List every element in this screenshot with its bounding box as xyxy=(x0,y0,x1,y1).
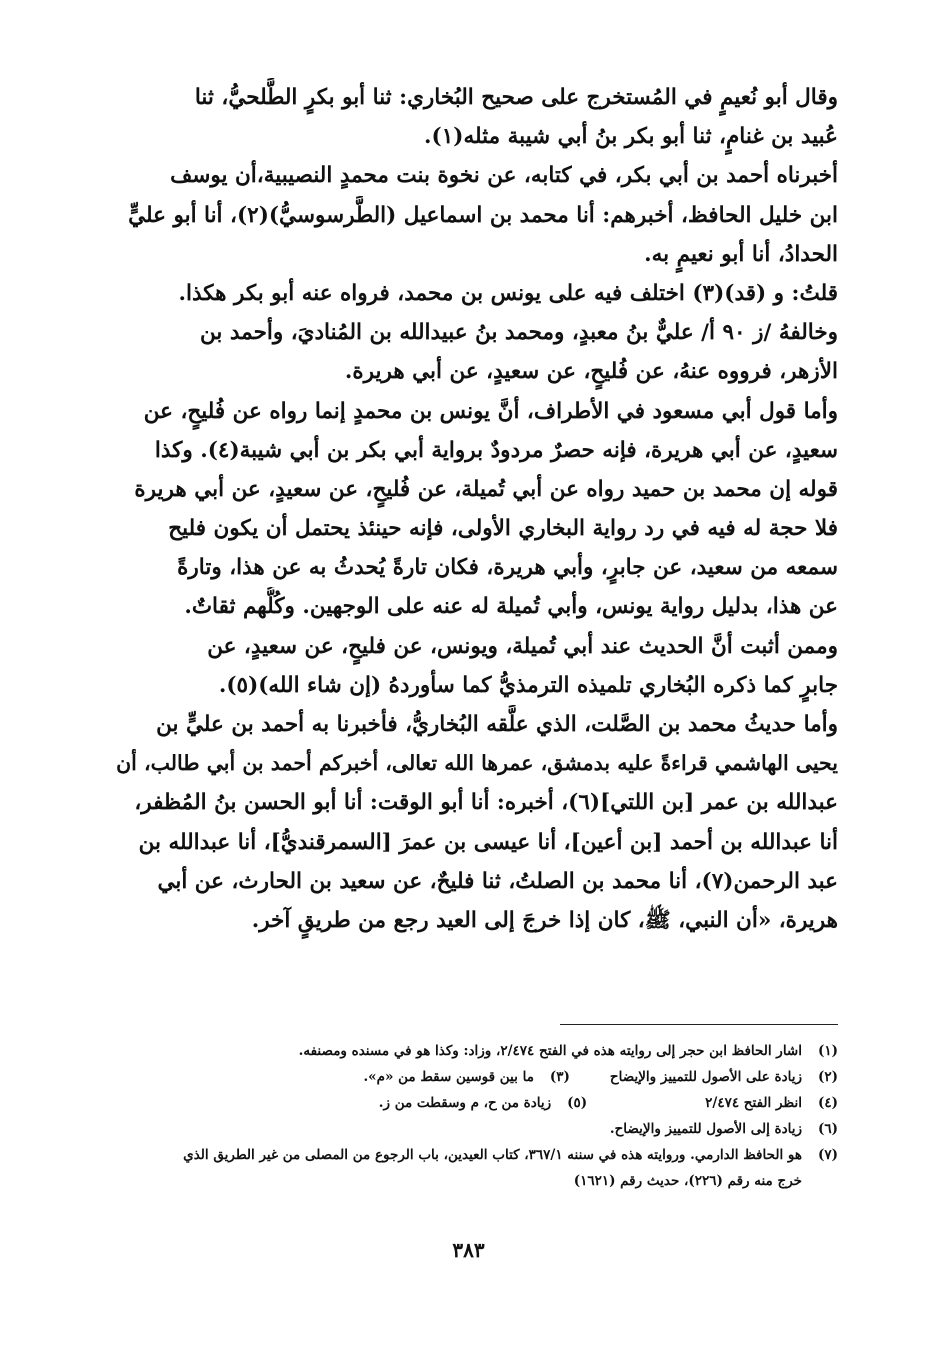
text-line: جابرٍ كما ذكره البُخاري تلميذه الترمذيُّ كما سأوردهُ (إن شاء الله)(٥). xyxy=(218,672,838,698)
text-line: سعيدٍ، عن أبي هريرة، فإنه حصرٌ مردودٌ برواية أبي بكر بن أبي شيبة(٤). وكذا xyxy=(154,437,838,463)
footnote-text: اشار الحافظ ابن حجر إلى روايته هذه في الفتح ٢/٤٧٤، وزاد: وكذا هو في مسنده ومصنفه. xyxy=(298,1043,802,1059)
footnote-number: (٦) xyxy=(817,1121,838,1137)
footnote-separator xyxy=(560,1024,838,1025)
footnote-text: هو الحافظ الدارمي. وروايته هذه في سننه ٣٦٧/١، كتاب العيدين، باب الرجوع من المصلى من غير الطريق الذي xyxy=(183,1147,802,1163)
text-line: الحدادُ، أنا أبو نعيمٍ به. xyxy=(644,241,838,267)
text-line: أخبرناه أحمد بن أبي بكر، في كتابه، عن نخوة بنت محمدٍ النصيبية،أن يوسف xyxy=(170,163,838,189)
footnotes xyxy=(100,1038,838,1194)
text-line: هريرة، «أن النبي، ﷺ، كان إذا خرجَ إلى العيد رجع من طريقٍ آخر. xyxy=(251,907,838,933)
footnote-number: (٢) xyxy=(817,1069,838,1085)
footnote-number: (٣) xyxy=(549,1069,570,1085)
main-text-body xyxy=(100,78,838,940)
footnote-7-continuation: خرج منه رقم (٢٢٦)، حديث رقم (١٦٢١) xyxy=(573,1173,802,1189)
text-line: أنا عبدالله بن أحمد [بن أعين]، أنا عيسى بن عمرَ [السمرقنديُّ]، أنا عبدالله بن xyxy=(138,829,838,855)
text-line: عبدالله بن عمر [بن اللتي](٦)، أخبره: أنا أبو الوقت: أنا أبو الحسن بنُ المُظفر، xyxy=(134,790,838,816)
footnote-1 xyxy=(100,1038,838,1064)
text-line: الأزهر، فرووه عنهُ، عن فُليحٍ، عن سعيدٍ، عن أبي هريرة. xyxy=(344,359,838,385)
text-line: ابن خليل الحافظ، أخبرهم: أنا محمد بن اسماعيل (الطَّرسوسيُّ)(٢)، أنا أبو عليٍّ xyxy=(128,202,838,228)
text-line: عُبيد بن غنامٍ، ثنا أبو بكر بنُ أبي شيبة مثله(١). xyxy=(424,124,838,150)
footnote-row-2-3 xyxy=(100,1064,838,1090)
footnote-number: (١) xyxy=(817,1043,838,1059)
text-line: قوله إن محمد بن حميد رواه عن أبي تُميلة، عن فُليحٍ، عن سعيدٍ، عن أبي هريرة xyxy=(134,476,838,502)
text-line: وأما حديثُ محمد بن الصَّلت، الذي علَّقه البُخاريُّ، فأخبرنا به أحمد بن عليٍّ بن xyxy=(156,712,838,737)
text-line: يحيى الهاشمي قراءةً عليه بدمشق، عمرها الله تعالى، أخبركم أحمد بن أبي طالب، أن xyxy=(116,751,838,776)
text-line: فلا حجة له فيه في رد رواية البخاري الأولى، فإنه حينئذ يحتمل أن يكون فليح xyxy=(168,516,838,542)
footnote-text: زيادة على الأصول للتمييز والإيضاح xyxy=(609,1069,802,1085)
footnote-number: (٥) xyxy=(567,1095,588,1111)
footnote-text: ما بين قوسين سقط من «م». xyxy=(363,1069,534,1085)
footnote-row-4-5 xyxy=(100,1090,838,1116)
text-line: قلتُ: و (قد)(٣) اختلف فيه على يونس بن محمد، فرواه عنه أبو بكر هكذا. xyxy=(178,280,838,306)
footnote-6 xyxy=(100,1116,838,1142)
text-line: وخالفهُ /ز ٩٠ أ/ عليٌّ بنُ معبدٍ، ومحمد بنُ عبيدالله بن المُناديَ، وأحمد بن xyxy=(200,320,838,346)
footnote-text: انظر الفتح ٢/٤٧٤ xyxy=(705,1095,802,1111)
text-line: وقال أبو نُعيمٍ في المُستخرج على صحيح البُخاري: ثنا أبو بكرٍ الطَّلحيُّ، ثنا xyxy=(194,85,838,110)
footnote-number: (٧) xyxy=(817,1147,838,1163)
footnote-text: زيادة من ح، م وسقطت من ز. xyxy=(378,1095,552,1111)
footnote-number: (٤) xyxy=(817,1095,838,1111)
text-line: وأما قول أبي مسعود في الأطراف، أنَّ يونس بن محمدٍ إنما رواه عن فُليحٍ، عن xyxy=(143,398,838,424)
page-number: ٣٨٣ xyxy=(452,1238,485,1262)
text-line: عن هذا، بدليل رواية يونس، وأبي تُميلة له عنه على الوجهين. وكُلُّهم ثقاتٌ. xyxy=(184,594,838,620)
footnote-text: زيادة إلى الأصول للتمييز والإيضاح. xyxy=(609,1121,802,1137)
text-line: سمعه من سعيد، عن جابرٍ، وأبي هريرة، فكان تارةً يُحدثُ به عن هذا، وتارةً xyxy=(177,555,838,581)
footnote-7 xyxy=(100,1142,838,1168)
text-line: عبد الرحمن(٧)، أنا محمد بن الصلتُ، ثنا فليحٌ، عن سعيد بن الحارث، عن أبي xyxy=(157,868,838,894)
text-line: وممن أثبت أنَّ الحديث عند أبي تُميلة، ويونس، عن فليحٍ، عن سعيدٍ، عن xyxy=(207,633,838,659)
